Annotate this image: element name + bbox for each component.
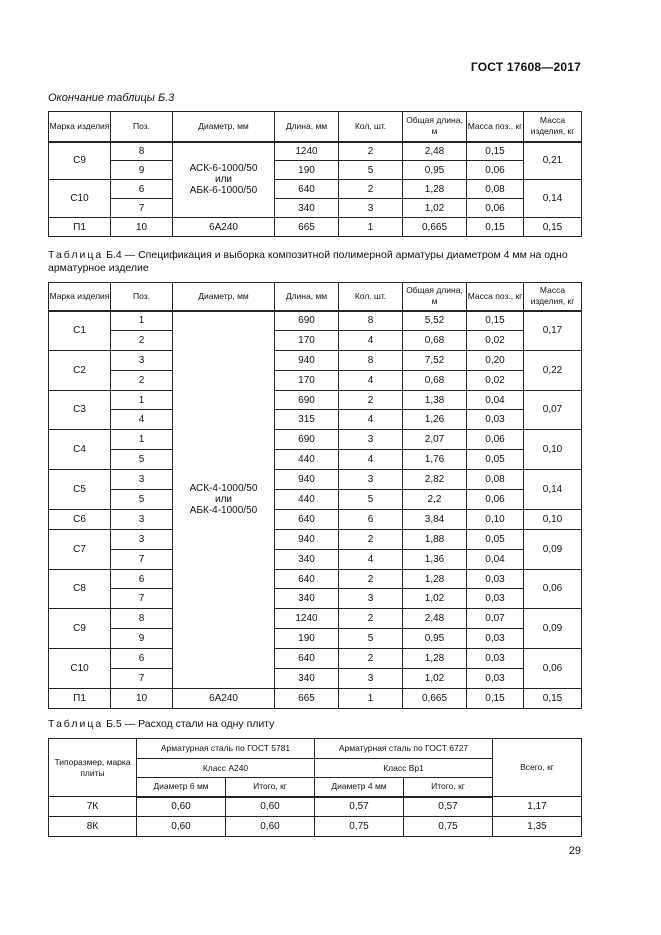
item-mass-cell: 0,14 [524,470,582,510]
pos-mass-cell: 0,02 [467,330,524,350]
mark-cell: С3 [49,390,111,430]
mark-cell: С5 [49,470,111,510]
mark-cell: С7 [49,529,111,569]
length-cell: 665 [275,688,339,708]
pos-cell: 3 [111,529,173,549]
item-mass-cell: 0,06 [524,569,582,609]
value-cell: 0,57 [315,797,404,817]
pos-cell: 3 [111,350,173,370]
count-cell: 1 [339,688,403,708]
header-cell: Класс А240 [137,759,315,778]
value-cell: 0,60 [137,797,226,817]
pos-cell: 3 [111,470,173,490]
count-cell: 1 [339,218,403,237]
item-mass-cell: 0,06 [524,649,582,689]
total-length-cell: 0,665 [403,688,467,708]
pos-cell: 3 [111,509,173,529]
count-cell: 2 [339,529,403,549]
pos-cell: 6 [111,180,173,199]
count-cell: 2 [339,569,403,589]
count-cell: 2 [339,180,403,199]
pos-cell: 6 [111,569,173,589]
pos-mass-cell: 0,04 [467,549,524,569]
pos-cell: 1 [111,390,173,410]
diameter-line: АБК-4-1000/50 [189,505,258,517]
count-cell: 3 [339,199,403,218]
length-cell: 170 [275,370,339,390]
header-cell: Длина, мм [275,283,339,311]
count-cell: 2 [339,649,403,669]
total-length-cell: 1,88 [403,529,467,549]
mark-cell: С9 [49,609,111,649]
header-cell: Марка изделия [49,112,111,142]
diameter-cell [173,142,275,218]
pos-mass-cell: 0,15 [467,218,524,237]
pos-cell: 8 [111,609,173,629]
value-cell: 0,60 [137,817,226,837]
mark-cell: С6 [49,509,111,529]
header-cell: Общая длина, м [403,283,467,311]
length-cell: 665 [275,218,339,237]
length-cell: 440 [275,450,339,470]
pos-cell: 7 [111,669,173,689]
table-b5-caption [48,718,588,731]
count-cell: 2 [339,609,403,629]
pos-mass-cell: 0,03 [467,569,524,589]
count-cell: 4 [339,410,403,430]
pos-mass-cell: 0,03 [467,410,524,430]
total-length-cell: 1,28 [403,649,467,669]
count-cell: 3 [339,430,403,450]
length-cell: 690 [275,430,339,450]
total-length-cell: 7,52 [403,350,467,370]
pos-mass-cell: 0,07 [467,609,524,629]
count-cell: 5 [339,490,403,510]
item-mass-cell: 0,22 [524,350,582,390]
header-cell: Масса изделия, кг [524,283,582,311]
count-cell: 4 [339,450,403,470]
length-cell: 340 [275,549,339,569]
pos-mass-cell: 0,20 [467,350,524,370]
header-cell: Диаметр, мм [173,283,275,311]
table-b4 [48,282,582,709]
pos-mass-cell: 0,06 [467,199,524,218]
pos-mass-cell: 0,15 [467,311,524,331]
pos-mass-cell: 0,04 [467,390,524,410]
pos-mass-cell: 0,15 [467,142,524,161]
length-cell: 340 [275,199,339,218]
count-cell: 6 [339,509,403,529]
count-cell: 4 [339,370,403,390]
length-cell: 690 [275,390,339,410]
total-length-cell: 2,48 [403,142,467,161]
pos-cell: 4 [111,410,173,430]
header-cell: Типоразмер, марка плиты [49,739,137,797]
header-cell: Диаметр 6 мм [137,778,226,797]
total-length-cell: 0,68 [403,330,467,350]
pos-mass-cell: 0,02 [467,370,524,390]
pos-mass-cell: 0,06 [467,490,524,510]
header-cell: Итого, кг [404,778,493,797]
diameter-cell: 6А240 [173,218,275,237]
header-cell: Диаметр, мм [173,112,275,142]
value-cell: 0,75 [315,817,404,837]
caption-number: Б.4 [106,249,122,261]
pos-cell: 1 [111,311,173,331]
length-cell: 640 [275,180,339,199]
pos-mass-cell: 0,08 [467,470,524,490]
diameter-cell: 6А240 [173,688,275,708]
pos-cell: 7 [111,549,173,569]
total-length-cell: 1,38 [403,390,467,410]
caption-text: — Расход стали на одну плиту [124,718,275,730]
item-mass-cell: 0,15 [524,688,582,708]
length-cell: 640 [275,569,339,589]
header-cell: Класс Вр1 [315,759,493,778]
caption-number: Б.5 [106,718,122,730]
length-cell: 640 [275,509,339,529]
total-length-cell: 2,2 [403,490,467,510]
length-cell: 640 [275,649,339,669]
pos-cell: 5 [111,490,173,510]
count-cell: 8 [339,311,403,331]
pos-mass-cell: 0,05 [467,529,524,549]
total-length-cell: 1,02 [403,199,467,218]
value-cell: 0,60 [226,797,315,817]
pos-cell: 8 [111,142,173,161]
total-length-cell: 2,82 [403,470,467,490]
total-cell: 1,17 [493,797,582,817]
length-cell: 440 [275,490,339,510]
table-b3-caption: Окончание таблицы Б.3 [48,92,175,104]
pos-mass-cell: 0,03 [467,649,524,669]
count-cell: 4 [339,549,403,569]
mark-cell: С1 [49,311,111,351]
pos-mass-cell: 0,03 [467,629,524,649]
header-cell: Итого, кг [226,778,315,797]
value-cell: 0,60 [226,817,315,837]
table-b3 [48,111,582,237]
pos-cell: 5 [111,450,173,470]
value-cell: 0,75 [404,817,493,837]
length-cell: 340 [275,669,339,689]
header-cell: Масса поз., кг [467,112,524,142]
pos-mass-cell: 0,08 [467,180,524,199]
table-b4-caption [48,249,588,275]
header-cell: Арматурная сталь по ГОСТ 5781 [137,739,315,759]
pos-cell: 6 [111,649,173,669]
pos-mass-cell: 0,06 [467,161,524,180]
header-cell: Поз. [111,112,173,142]
count-cell: 2 [339,390,403,410]
header-cell: Кол. шт. [339,112,403,142]
diameter-line: АБК-6-1000/50 [189,185,258,197]
total-length-cell: 1,02 [403,669,467,689]
pos-mass-cell: 0,10 [467,509,524,529]
header-cell: Всего, кг [493,739,582,797]
pos-mass-cell: 0,06 [467,430,524,450]
length-cell: 690 [275,311,339,331]
total-length-cell: 0,95 [403,629,467,649]
pos-cell: 9 [111,161,173,180]
type-cell: 8К [49,817,137,837]
header-cell: Поз. [111,283,173,311]
mark-cell: С10 [49,649,111,689]
total-length-cell: 0,95 [403,161,467,180]
pos-cell: 9 [111,629,173,649]
pos-cell: 2 [111,330,173,350]
item-mass-cell: 0,15 [524,218,582,237]
mark-cell: П1 [49,688,111,708]
item-mass-cell: 0,09 [524,609,582,649]
total-length-cell: 2,48 [403,609,467,629]
item-mass-cell: 0,09 [524,529,582,569]
diameter-line: АСК-4-1000/50 [189,483,258,495]
mark-cell: С9 [49,142,111,180]
total-length-cell: 2,07 [403,430,467,450]
pos-mass-cell: 0,05 [467,450,524,470]
mark-cell: С8 [49,569,111,609]
header-cell: Длина, мм [275,112,339,142]
count-cell: 3 [339,470,403,490]
total-length-cell: 5,52 [403,311,467,331]
caption-label: Таблица [48,249,104,261]
total-length-cell: 1,36 [403,549,467,569]
count-cell: 4 [339,330,403,350]
count-cell: 5 [339,161,403,180]
length-cell: 940 [275,470,339,490]
pos-cell: 10 [111,688,173,708]
total-length-cell: 1,76 [403,450,467,470]
total-length-cell: 0,68 [403,370,467,390]
length-cell: 1240 [275,142,339,161]
pos-mass-cell: 0,03 [467,589,524,609]
item-mass-cell: 0,10 [524,430,582,470]
length-cell: 940 [275,350,339,370]
pos-cell: 7 [111,589,173,609]
pos-cell: 2 [111,370,173,390]
header-cell: Арматурная сталь по ГОСТ 6727 [315,739,493,759]
pos-cell: 10 [111,218,173,237]
total-length-cell: 1,26 [403,410,467,430]
mark-cell: С10 [49,180,111,218]
total-cell: 1,35 [493,817,582,837]
count-cell: 3 [339,589,403,609]
total-length-cell: 1,02 [403,589,467,609]
table-b5 [48,738,582,837]
total-length-cell: 1,28 [403,569,467,589]
item-mass-cell: 0,21 [524,142,582,180]
standard-number: ГОСТ 17608—2017 [470,60,581,74]
length-cell: 315 [275,410,339,430]
diameter-line: или [214,494,232,506]
length-cell: 190 [275,629,339,649]
item-mass-cell: 0,07 [524,390,582,430]
item-mass-cell: 0,10 [524,509,582,529]
diameter-line: или [214,174,232,186]
caption-text: — Спецификация и выборка композитной полимерной арматуры диаметром 4 мм на одно арматурное изделие [48,249,568,274]
header-cell: Кол. шт. [339,283,403,311]
length-cell: 1240 [275,609,339,629]
item-mass-cell: 0,17 [524,311,582,351]
value-cell: 0,57 [404,797,493,817]
pos-mass-cell: 0,15 [467,688,524,708]
caption-label: Таблица [48,718,104,730]
length-cell: 340 [275,589,339,609]
item-mass-cell: 0,14 [524,180,582,218]
total-length-cell: 3,84 [403,509,467,529]
length-cell: 190 [275,161,339,180]
pos-mass-cell: 0,03 [467,669,524,689]
length-cell: 940 [275,529,339,549]
page-number: 29 [568,845,581,857]
header-cell: Диаметр 4 мм [315,778,404,797]
header-cell: Марка изделия [49,283,111,311]
count-cell: 5 [339,629,403,649]
total-length-cell: 1,28 [403,180,467,199]
mark-cell: С4 [49,430,111,470]
count-cell: 3 [339,669,403,689]
header-cell: Общая длина, м [403,112,467,142]
pos-cell: 1 [111,430,173,450]
count-cell: 2 [339,142,403,161]
header-cell: Масса изделия, кг [524,112,582,142]
mark-cell: С2 [49,350,111,390]
pos-cell: 7 [111,199,173,218]
type-cell: 7К [49,797,137,817]
count-cell: 8 [339,350,403,370]
total-length-cell: 0,665 [403,218,467,237]
mark-cell: П1 [49,218,111,237]
diameter-line: АСК-6-1000/50 [189,163,258,175]
diameter-cell [173,311,275,689]
header-cell: Масса поз., кг [467,283,524,311]
length-cell: 170 [275,330,339,350]
